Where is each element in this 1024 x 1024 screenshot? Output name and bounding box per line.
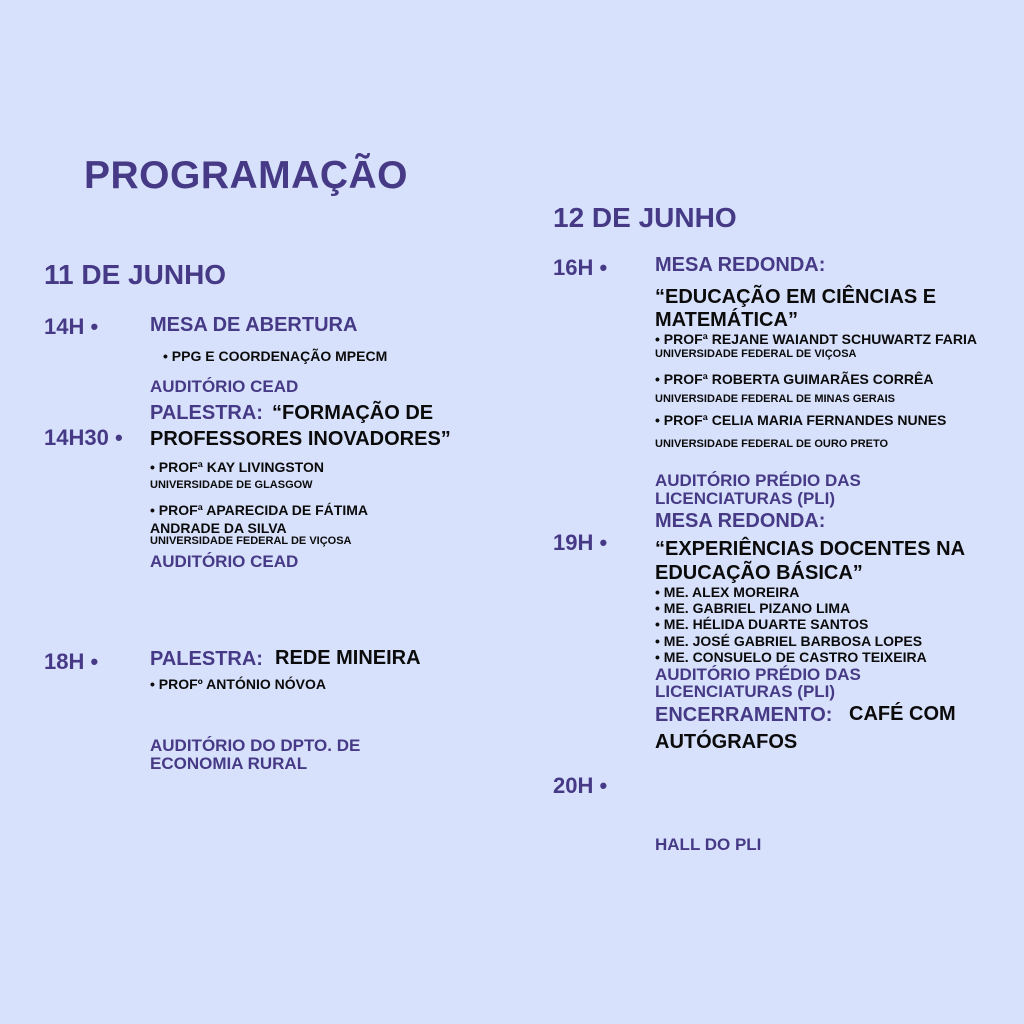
speaker-name: • PROFª CELIA MARIA FERNANDES NUNES xyxy=(655,412,946,428)
event-time-19h: 19H • xyxy=(553,530,608,555)
event-location: HALL DO PLI xyxy=(655,835,762,854)
speaker-name: • ME. JOSÉ GABRIEL BARBOSA LOPES xyxy=(655,633,922,649)
event-title-line2: PROFESSORES INOVADORES” xyxy=(150,428,451,450)
event-time-20h: 20H • xyxy=(553,773,608,798)
speaker-institution: UNIVERSIDADE FEDERAL DE OURO PRETO xyxy=(655,438,889,450)
event-title-rede-mineira: REDE MINEIRA xyxy=(275,647,421,669)
event-title-line2: EDUCAÇÃO BÁSICA” xyxy=(655,562,863,584)
event-title-line2: MATEMÁTICA” xyxy=(655,309,798,331)
speaker-name-cont: ANDRADE DA SILVA xyxy=(150,520,287,536)
event-prefix-palestra: PALESTRA: xyxy=(150,402,263,424)
speaker-institution: UNIVERSIDADE FEDERAL DE MINAS GERAIS xyxy=(655,393,895,405)
event-location: AUDITÓRIO CEAD xyxy=(150,377,299,396)
speaker-name: • PROFª KAY LIVINGSTON xyxy=(150,459,324,475)
event-prefix-palestra: PALESTRA: xyxy=(150,648,263,670)
event-time-14h30: 14H30 • xyxy=(44,425,123,450)
speaker-name: • PROFº ANTÓNIO NÓVOA xyxy=(150,676,326,692)
event-heading-mesa-redonda: MESA REDONDA: xyxy=(655,510,826,532)
event-location: AUDITÓRIO CEAD xyxy=(150,552,299,571)
event-title-line1: “EXPERIÊNCIAS DOCENTES NA xyxy=(655,538,966,560)
event-title-line1: CAFÉ COM xyxy=(849,703,956,725)
page-title: PROGRAMAÇÃO xyxy=(84,154,408,197)
day-1-heading: 11 DE JUNHO xyxy=(44,259,227,290)
speaker-name: • ME. HÉLIDA DUARTE SANTOS xyxy=(655,616,868,632)
speaker-institution: UNIVERSIDADE DE GLASGOW xyxy=(150,479,313,491)
event-time-16h: 16H • xyxy=(553,255,608,280)
event-location-cont: LICENCIATURAS (PLI) xyxy=(655,489,836,508)
event-location: AUDITÓRIO PRÉDIO DAS xyxy=(655,665,861,684)
event-title-line1: “EDUCAÇÃO EM CIÊNCIAS E xyxy=(655,286,937,308)
event-time-14h: 14H • xyxy=(44,314,99,339)
event-location-cont: LICENCIATURAS (PLI) xyxy=(655,682,836,701)
speaker-name: • ME. ALEX MOREIRA xyxy=(655,584,799,600)
speaker-name: • PROFª ROBERTA GUIMARÃES CORRÊA xyxy=(655,371,933,387)
speaker-name: • ME. CONSUELO DE CASTRO TEIXEIRA xyxy=(655,649,927,665)
event-prefix-encerramento: ENCERRAMENTO: xyxy=(655,704,833,726)
event-time-18h: 18H • xyxy=(44,649,99,674)
speaker-name: • PROFª REJANE WAIANDT SCHUWARTZ FARIA xyxy=(655,331,977,347)
event-title-line2: AUTÓGRAFOS xyxy=(655,731,798,753)
speaker-institution: UNIVERSIDADE FEDERAL DE VIÇOSA xyxy=(150,535,352,547)
speaker-name: • PROFª APARECIDA DE FÁTIMA xyxy=(150,502,368,518)
speaker-name: • ME. GABRIEL PIZANO LIMA xyxy=(655,600,850,616)
event-item: • PPG E COORDENAÇÃO MPECM xyxy=(163,348,387,364)
event-title-line1: “FORMAÇÃO DE xyxy=(272,402,434,424)
event-location: AUDITÓRIO PRÉDIO DAS xyxy=(655,471,861,490)
speaker-institution: UNIVERSIDADE FEDERAL DE VIÇOSA xyxy=(655,348,857,360)
day-2-heading: 12 DE JUNHO xyxy=(553,202,737,233)
event-location: AUDITÓRIO DO DPTO. DE xyxy=(150,736,361,755)
event-heading-mesa-redonda: MESA REDONDA: xyxy=(655,254,826,276)
event-title-abertura: MESA DE ABERTURA xyxy=(150,314,358,336)
event-location-cont: ECONOMIA RURAL xyxy=(150,754,308,773)
